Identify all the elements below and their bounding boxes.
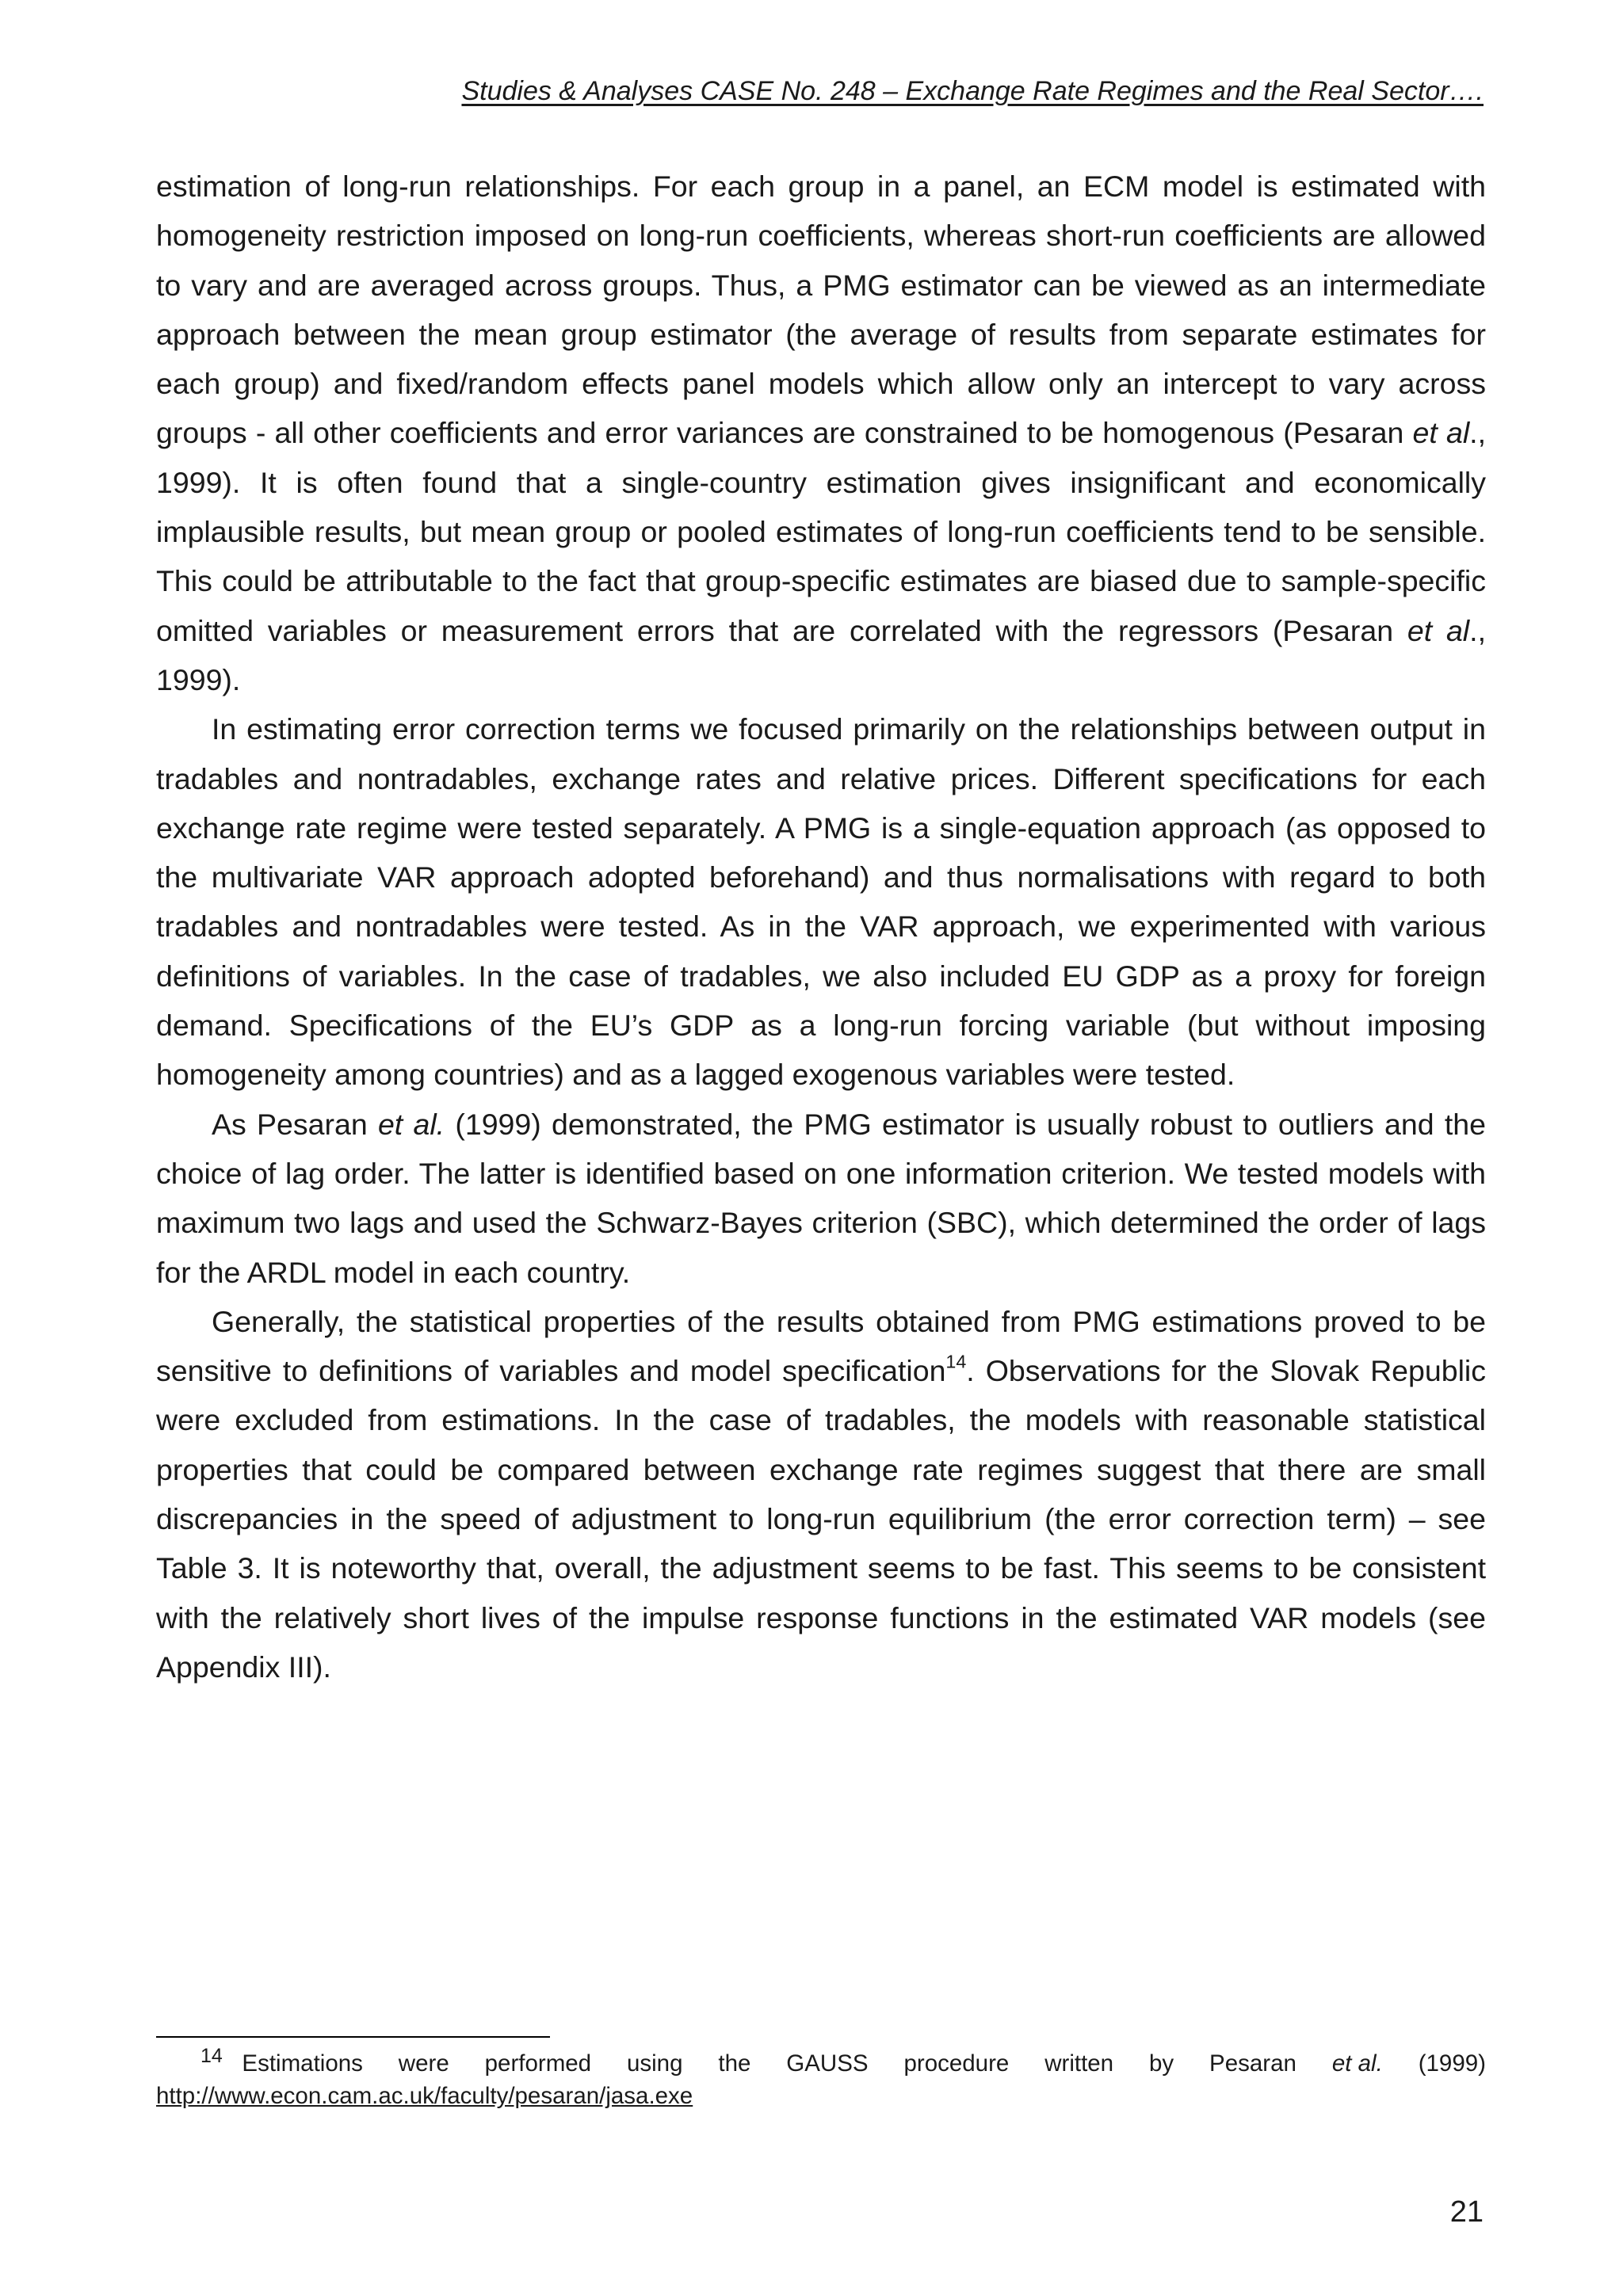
- footnote-divider: [156, 2036, 550, 2038]
- italic-run: et al: [1407, 613, 1470, 647]
- footnote-word: by: [1148, 2050, 1174, 2077]
- text-run: ., 1999).: [156, 613, 1486, 696]
- text-run: As Pesaran: [212, 1107, 378, 1141]
- footnote-word: Estimations: [242, 2050, 363, 2077]
- italic-run: et al.: [377, 1107, 445, 1141]
- paragraph-1: [156, 162, 1486, 704]
- footnote-text: [156, 2044, 1486, 2080]
- text-run: In estimating error correction terms we focused primarily on the relationships between output in tradables and nontradables, exchange rates and relative prices. Different specifications for each exchange rate regime were tested separately. A PMG is a single-equation approach (as opposed to the multivariate VAR approach adopted beforehand) and thus normalisations with regard to both tradables and nontradables were tested. As in the VAR approach, we experimented with various definitions of variables. In the case of tradables, we also included EU GDP as a proxy for foreign demand. Specifications of the EU’s GDP as a long-run forcing variable (but without imposing homogeneity among countries) and as a lagged exogenous variables were tested.: [156, 712, 1486, 1092]
- text-run: Generally, the statistical properties of the results obtained from PMG estimations proved to be sensitive to definitions of variables and model specification: [156, 1304, 1486, 1388]
- text-run: ., 1999). It is often found that a single-country estimation gives insignificant and economically implausible results, but mean group or pooled estimates of long-run coefficients tend to be sensible. This could be attributable to the fact that group-specific estimates are biased due to sample-specific omitted variables or measurement errors that are correlated with the regressors (Pesaran: [156, 416, 1486, 647]
- footnote-word: using: [626, 2050, 683, 2077]
- footnote-word: were: [398, 2050, 449, 2077]
- text-run: estimation of long-run relationships. For each group in a panel, an ECM model is estimated with homogeneity restriction imposed on long-run coefficients, whereas short-run coefficients are allowed to vary and are averaged across groups. Thus, a PMG estimator can be viewed as an intermediate approach between the mean group estimator (the average of results from separate estimates for each group) and fixed/random effects panel models which allow only an intercept to vary across groups - all other coefficients and error variances are constrained to be homogenous (Pesaran: [156, 170, 1486, 450]
- footnote-link[interactable]: http://www.econ.cam.ac.uk/faculty/pesaran/jasa.exe: [156, 2083, 693, 2109]
- footnote-word: (1999): [1418, 2050, 1486, 2077]
- text-run: . Observations for the Slovak Republic were excluded from estimations. In the case of tradables, the models with reasonable statistical properties that could be compared between exchange rate regimes suggest that there are small discrepancies in the speed of adjustment to long-run equilibrium (the error correction term) – see Table 3. It is noteworthy that, overall, the adjustment seems to be fast. This seems to be consistent with the relatively short lives of the impulse response functions in the estimated VAR models (see Appendix III).: [156, 1354, 1486, 1684]
- footnote-marker: 14: [945, 1351, 967, 1372]
- footnote-word: the: [718, 2050, 751, 2077]
- footnote-number: 14: [200, 2044, 223, 2067]
- footnote-word: Pesaran: [1209, 2050, 1296, 2077]
- italic-run: et al: [1412, 416, 1470, 450]
- running-header: Studies & Analyses CASE No. 248 – Exchange Rate Regimes and the Real Sector….: [461, 76, 1484, 106]
- page-number: 21: [1449, 2195, 1484, 2229]
- footnote-word: procedure: [903, 2050, 1010, 2077]
- footnote-word: et al.: [1331, 2050, 1383, 2077]
- footnote-word: performed: [484, 2050, 592, 2077]
- text-run: (1999) demonstrated, the PMG estimator is usually robust to outliers and the choice of lag order. The latter is identified based on one information criterion. We tested models with maximum two lags and used the Schwarz-Bayes criterion (SBC), which determined the order of lags for the ARDL model in each country.: [156, 1107, 1486, 1289]
- paragraph-3: [156, 1100, 1486, 1297]
- footnote-first-word: [200, 2044, 363, 2080]
- footnote-word: written: [1044, 2050, 1114, 2077]
- paragraph-2: [156, 704, 1486, 1099]
- footnote-word: GAUSS: [786, 2050, 869, 2077]
- paragraph-4: [156, 1297, 1486, 1691]
- body-text: [156, 162, 1486, 1691]
- footnote-14: [156, 2044, 1486, 2112]
